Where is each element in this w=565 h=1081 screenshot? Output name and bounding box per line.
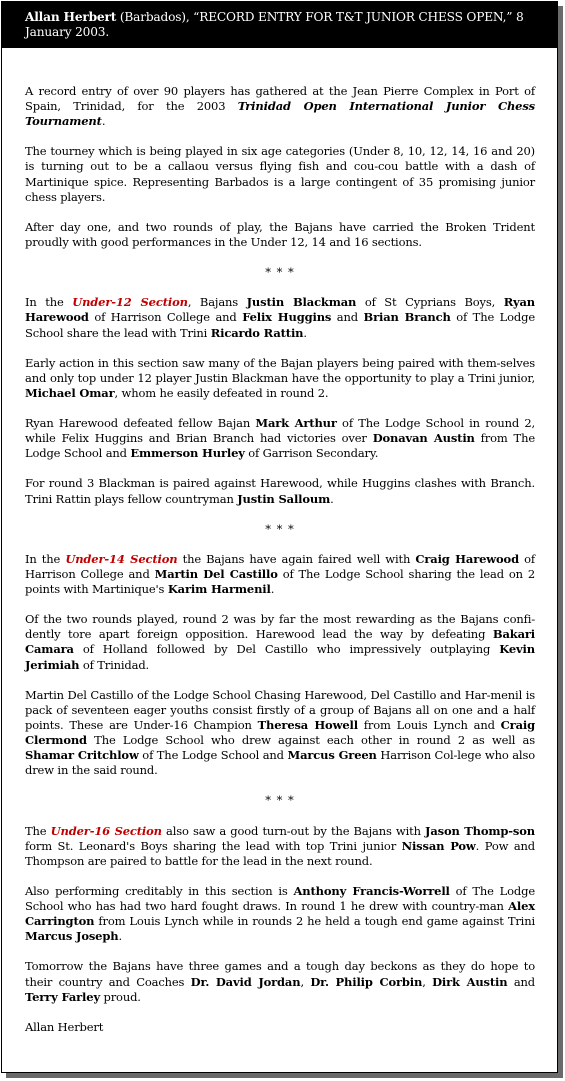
text: ,	[300, 974, 311, 989]
player-name: Kevin Jerimiah	[25, 642, 535, 672]
player-name: Marcus Joseph	[25, 929, 119, 944]
paragraph-intro	[25, 84, 535, 129]
text: form St. Leonard's Boys sharing the lead with top Trini junior	[25, 838, 402, 853]
coach-name: Dr. Philip Corbin	[310, 974, 423, 989]
section-name: Under-14 Section	[65, 551, 178, 566]
player-name: Emmerson Hurley	[130, 446, 245, 461]
text: of The Lodge School who has had two hard fought draws. In round 1 he drew with country-man	[25, 883, 535, 914]
text: of Garrison Secondary.	[244, 446, 379, 461]
text: A record entry of over 90 players has gathered at the Jean Pierre Complex in Port of Spain, Trinidad, for the 2003	[25, 84, 535, 114]
text: Harrison Col-lege who also drew in the said round.	[25, 748, 535, 778]
paragraph-round3	[25, 476, 535, 506]
text: .	[330, 491, 334, 506]
player-name: Bakari Camara	[25, 627, 535, 657]
signature: Allan Herbert	[25, 1019, 104, 1034]
text: Early action in this section saw many of the Bajan players being paired with them-selves and only top under 12 player Justin Blackman have the opportunity to play a Trini junior,	[25, 355, 535, 385]
player-name: Ricardo Rattin	[210, 325, 304, 340]
text: of The Lodge School share the lead with Trini	[25, 310, 536, 340]
player-name: Nissan Pow	[401, 838, 476, 853]
paragraph-day-one: After day one, and two rounds of play, the Bajans have carried the Broken Trident proudly with good performances in the Under 12, 14 and 16 sections.	[25, 219, 535, 249]
player-name: Brian Branch	[363, 310, 451, 325]
paragraph-under14	[25, 552, 535, 597]
coach-name: Terry Farley	[25, 989, 100, 1004]
text: the Bajans have again faired well with	[177, 551, 416, 566]
header-title: (Barbados), “RECORD ENTRY FOR T&T JUNIOR CHESS OPEN,” 8 January 2003.	[25, 10, 524, 39]
text: Tomorrow the Bajans have three games and a tough day beckons as they do hope to their country and Coaches	[25, 959, 535, 989]
player-name: Donavan Austin	[372, 431, 475, 446]
player-name: Anthony Francis-Worrell	[293, 883, 450, 898]
header-author: Allan Herbert	[25, 10, 117, 24]
player-name: Michael Omar	[25, 385, 115, 400]
paragraph-under16	[25, 824, 535, 869]
article-body	[25, 84, 535, 1050]
player-name: Craig Clermond	[25, 717, 535, 748]
text: In the	[25, 551, 66, 566]
player-name: Shamar Critchlow	[25, 748, 139, 763]
player-name: Justin Salloum	[237, 491, 331, 506]
text: For round 3 Blackman is paired against Harewood, while Huggins clashes with Branch. Trini Rattin plays fellow countryman	[25, 476, 535, 506]
paragraph-two-rounds	[25, 612, 535, 672]
text: .	[101, 114, 106, 129]
text: of Harrison College and	[25, 551, 535, 581]
player-name: Marcus Green	[287, 748, 377, 763]
text: Martin Del Castillo of the Lodge School Chasing Harewood, Del Castillo and Har-menil is pack of seventeen eager youths consist firstly of a group of Bajans all on one and a half points. These are Under-16 Champion	[25, 687, 535, 732]
text: ,	[422, 974, 433, 989]
player-name: Mark Arthur	[255, 416, 337, 431]
player-name: Craig Harewood	[415, 551, 519, 566]
text: from The Lodge School and	[25, 431, 535, 461]
text: .	[118, 929, 122, 944]
text: Ryan Harewood defeated fellow Bajan	[25, 416, 256, 431]
text: from Louis Lynch while in rounds 2 he held a tough end game against Trini	[94, 914, 535, 929]
paragraph-harewood	[25, 416, 535, 461]
player-name: Alex Carrington	[25, 899, 535, 929]
coach-name: Dirk Austin	[432, 974, 508, 989]
text: of Harrison College and	[88, 310, 243, 325]
player-name: Jason Thomp-son	[425, 823, 535, 838]
player-name: Ryan Harewood	[25, 295, 535, 325]
section-separator: * * *	[265, 521, 295, 536]
player-name: Martin Del Castillo	[154, 567, 278, 581]
text: of The Lodge School and	[138, 748, 288, 763]
text: Of the two rounds played, round 2 was by far the most rewarding as the Bajans confi-dently tore apart foreign opposition. Harewood lead the way by defeating	[25, 612, 535, 642]
section-name: Under-12 Section	[72, 295, 188, 310]
section-separator: * * *	[265, 265, 295, 280]
text: The	[25, 823, 51, 838]
paragraph-tourney: The tourney which is being played in six age categories (Under 8, 10, 12, 14, 16 and 20) is turning out to be a callaou versus flying fish and cou-cou battle with a dash of Martinique spice. Representing Barbados is a large contingent of 35 promising junior chess players.	[25, 144, 535, 204]
text: , Bajans	[187, 295, 247, 310]
text: of Holland followed by Del Castillo who impressively outplaying	[73, 642, 500, 657]
paragraph-francis-worrell	[25, 884, 535, 944]
text: Also performing creditably in this section is	[25, 883, 294, 898]
tournament-name: Trinidad Open International Junior Chess Tournament	[25, 99, 535, 129]
text: , whom he easily defeated in round 2.	[114, 385, 329, 400]
text: In the	[25, 295, 73, 310]
text: proud.	[99, 989, 141, 1004]
text: of The Lodge School in round 2, while Felix Huggins and Brian Branch had victories over	[25, 416, 536, 446]
text: and	[331, 310, 364, 325]
text: and	[507, 974, 536, 989]
text: also saw a good turn-out by the Bajans with	[161, 823, 426, 838]
text: of The Lodge School sharing the lead on 2 points with Martinique's	[25, 567, 536, 597]
paragraph-chasing	[25, 688, 535, 779]
text: The Lodge School who drew against each other in round 2 as well as	[86, 733, 535, 748]
text: .	[270, 582, 275, 597]
player-name: Justin Blackman	[246, 295, 357, 310]
article-header	[2, 2, 557, 48]
player-name: Felix Huggins	[242, 310, 332, 325]
text: of St Cyprians Boys,	[356, 295, 504, 310]
article-page	[1, 1, 558, 1073]
paragraph-early-action	[25, 356, 535, 401]
player-name: Karim Harmenil	[167, 582, 271, 597]
coach-name: Dr. David Jordan	[190, 974, 301, 989]
player-name: Theresa Howell	[257, 717, 358, 732]
paragraph-under12	[25, 295, 535, 340]
text: from Louis Lynch and	[357, 717, 501, 732]
text: . Pow and Thompson are paired to battle for the lead in the next round.	[25, 838, 535, 868]
paragraph-tomorrow	[25, 959, 535, 1004]
text: of Trinidad.	[79, 657, 150, 672]
text: .	[303, 325, 307, 340]
section-separator: * * *	[265, 793, 295, 808]
section-name: Under-16 Section	[50, 823, 162, 838]
